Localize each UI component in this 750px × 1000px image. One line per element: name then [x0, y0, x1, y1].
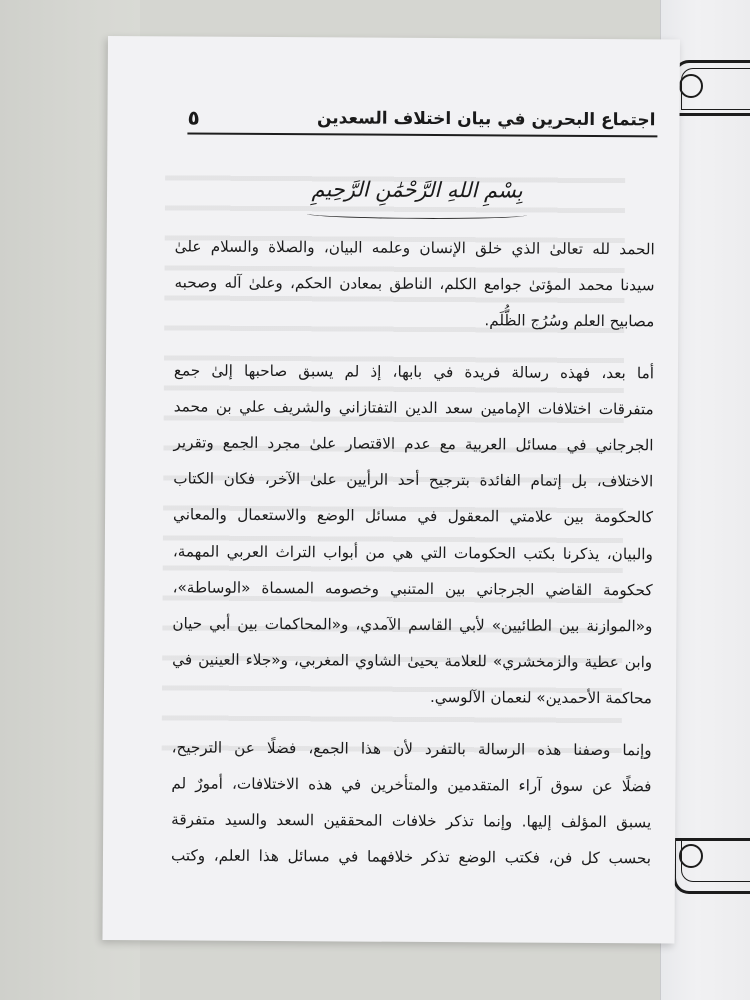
- page-number: ٥: [187, 105, 200, 130]
- basmala: بِسْمِ اللهِ الرَّحْمَٰنِ الرَّحِيمِ: [311, 177, 523, 203]
- text-line: والبيان، يذكرنا بكتب الحكومات التي هي من أبواب التراث العربي المهمة،: [172, 542, 653, 563]
- text-line: كالحكومة بين علامتي المعقول في مسائل الوضع والاستعمال والمعاني: [173, 505, 654, 527]
- text-line: أما بعد، فهذه رسالة فريدة في بابها، إذ لم يسبق صاحبها إلىٰ جمع: [173, 361, 655, 382]
- paragraph: [171, 729, 652, 877]
- text-line: متفرقات اختلافات الإمامين سعد الدين التفتازاني والشريف علي بن محمد: [173, 397, 654, 419]
- text-line: وإنما وصفنا هذه الرسالة بالتفرد لأن هذا الجمع، فضلًا عن الترجيح،: [171, 738, 652, 759]
- text-line: محاكمة الأحمدين» لنعمان الآلوسي.: [429, 688, 653, 708]
- text-line: الاختلاف، بل إتمام الفائدة بترجيح أحد الرأيين علىٰ الآخر، فكان الكتاب: [173, 469, 654, 491]
- text-line: فضلًا عن سوق آراء المتقدمين والمتأخرين في هذه الاختلافات، أمورٌ لم: [171, 774, 652, 796]
- ornament-curl-bottom: [679, 844, 703, 868]
- text-line: الجرجاني في مسائل العربية مع عدم الاقتصار علىٰ مجرد الجمع وتقرير: [173, 433, 654, 455]
- running-header: [187, 102, 655, 135]
- text-line: مصابيح العلم وسُرُج الظُّلَم.: [484, 311, 655, 331]
- text-line: كحكومة القاضي الجرجاني بين المتنبي وخصومه المسماة «الوساطة»،: [172, 578, 653, 600]
- text-line: وابن عطية والزمخشري» للعلامة يحيىٰ الشاوي المغربي، و«جلاء العينين في: [172, 650, 653, 672]
- paragraph: [172, 352, 654, 717]
- body-text: [171, 228, 655, 876]
- header-title: اجتماع البحرين في بيان اختلاف السعدين: [316, 108, 656, 131]
- text-line: بحسب كل فن، فكتب الوضع تذكر خلافهما في مسائل هذا العلم، وكتب: [170, 846, 652, 868]
- basmala-flourish: [307, 209, 527, 219]
- text-line: و«الموازنة بين الطائيين» لأبي القاسم الآمدي، و«المحاكمات بين أبي حيان: [172, 614, 653, 636]
- text-line: الحمد لله تعالىٰ الذي خلق الإنسان وعلمه البيان، والصلاة والسلام علىٰ: [174, 237, 655, 259]
- ornament-curl-top: [679, 74, 703, 98]
- text-line: يسبق المؤلف إليها. وإنما تذكر خلافات المحققين السعد والسيد متفرقة: [171, 810, 652, 832]
- book-page: [102, 36, 680, 943]
- paragraph: [174, 228, 655, 340]
- text-line: سيدنا محمد المؤتىٰ جوامع الكلم، الناطق بمعادن الحكم، وعلىٰ آله وصحبه: [174, 273, 655, 295]
